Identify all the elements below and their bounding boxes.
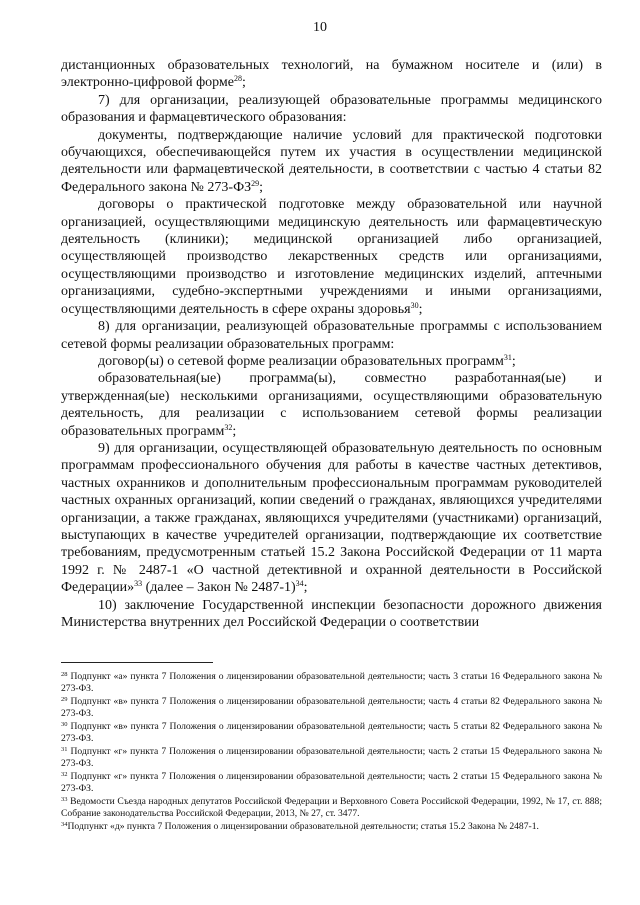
- footnote-separator: [61, 662, 213, 663]
- footnote-number: 30: [61, 721, 68, 728]
- footnote-number: 34: [61, 821, 68, 828]
- footnote: $^{30}$ Подпункт «в» пункта 7 Положения о лицензировании образовательной деятельности; часть 5 статьи 82 Федерального закона № 273-ФЗ.: [61, 721, 602, 744]
- paragraph: документы, подтверждающие наличие условий для практической подготовки обучающихся, обеспечивающейся путем их участия в осуществлении медицинской деятельности или фармацевтической деятельности, в соответствии с частью 4 статьи 82 Федерального закона № 273-ФЗ$^{29}$;: [61, 127, 602, 195]
- footnote-ref: 34: [295, 579, 304, 589]
- page-number: 10: [313, 20, 327, 35]
- footnote-number: 29: [61, 696, 68, 703]
- paragraph: 7) для организации, реализующей образовательные программы медицинского образования и фармацевтического образования:: [61, 92, 602, 126]
- footnote-ref: 33: [134, 579, 143, 589]
- paragraph: 10) заключение Государственной инспекции безопасности дорожного движения Министерства внутренних дел Российской Федерации о соответствии: [61, 597, 602, 630]
- footnote: $^{34}$Подпункт «д» пункта 7 Положения о лицензировании образовательной деятельности; статья 15.2 Закона № 2487-1.: [61, 821, 539, 832]
- main-text: [61, 57, 602, 631]
- footnote-ref: 29: [251, 178, 260, 188]
- paragraph: образовательная(ые) программа(ы), совместно разработанная(ые) и утвержденная(ые) несколькими организациями, осуществляющими образовательную деятельность, для реализации с использованием сетевой формы реализации образовательных программ$^{32}$;: [61, 371, 602, 439]
- footnote-ref: 28: [234, 74, 243, 84]
- footnote: $^{33}$ Ведомости Съезда народных депутатов Российской Федерации и Верховного Совета Российской Федерации, 1992, № 17, ст. 888; Собрание законодательства Российской Федерации, 2013, № 27, ст. 3477.: [61, 796, 602, 819]
- footnote: $^{31}$ Подпункт «г» пункта 7 Положения о лицензировании образовательной деятельности; часть 2 статьи 15 Федерального закона № 273-ФЗ.: [61, 746, 602, 769]
- footnote: $^{29}$ Подпункт «в» пункта 7 Положения о лицензировании образовательной деятельности; часть 4 статьи 82 Федерального закона № 273-ФЗ.: [61, 696, 602, 719]
- footnote-number: 32: [61, 771, 68, 778]
- footnote-number: 31: [61, 746, 68, 753]
- footnote: $^{28}$ Подпункт «а» пункта 7 Положения о лицензировании образовательной деятельности; часть 3 статьи 16 Федерального закона № 273-ФЗ.: [61, 671, 602, 694]
- paragraph: 9) для организации, осуществляющей образовательную деятельность по основным программам профессионального обучения для работы в качестве частных детективов, частных охранников и дополнительным профессиональным программам руководителей частных охранных организаций, копии сведений о гражданах, являющихся учредителями организации, а также гражданах, являющихся учредителями (участниками) организаций, выступающих в качестве учредителей организации, подтверждающие их соответствие требованиям, предусмотренным статьей 15.2 Закона Российской Федерации от 11 марта 1992 г. № 2487-1 «О частной детективной и охранной деятельности в Российской Федерации»$^{33}$ (далее – Закон № 2487-1)$^{34}$;: [61, 440, 602, 596]
- footnote-number: 28: [61, 671, 68, 678]
- paragraph: договор(ы) о сетевой форме реализации образовательных программ$^{31}$;: [98, 352, 516, 369]
- paragraph: дистанционных образовательных технологий, на бумажном носителе и (или) в электронно-цифровой форме$^{28}$;: [61, 58, 602, 91]
- paragraph: договоры о практической подготовке между образовательной или научной организацией, осуществляющими медицинскую деятельность или фармацевтическую деятельность (клиники); медицинской организацией либо организацией, осуществляющей производство лекарственных средств или организациями, осуществляющими производство и изготовление медицинских изделий, аптечными организациями, судебно-экспертными учреждениями и иными организациями, осуществляющими деятельность в сфере охраны здоровья$^{30}$;: [61, 197, 602, 317]
- footnotes: [61, 671, 602, 834]
- paragraph: 8) для организации, реализующей образовательные программы с использованием сетевой формы реализации образовательных программ:: [61, 319, 602, 352]
- footnote-ref: 30: [410, 300, 419, 310]
- footnote-number: 33: [61, 796, 68, 803]
- footnote-ref: 32: [224, 422, 233, 432]
- footnote-ref: 31: [503, 352, 512, 362]
- footnote: $^{32}$ Подпункт «г» пункта 7 Положения о лицензировании образовательной деятельности; часть 2 статьи 15 Федерального закона № 273-ФЗ.: [61, 771, 602, 794]
